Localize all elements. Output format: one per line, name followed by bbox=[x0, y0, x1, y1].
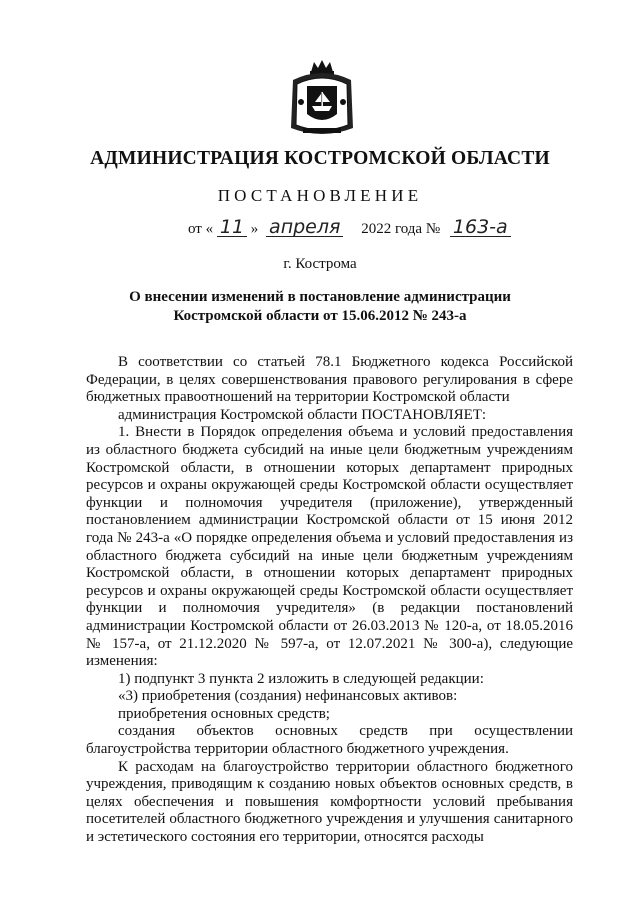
organization-title: АДМИНИСТРАЦИЯ КОСТРОМСКОЙ ОБЛАСТИ bbox=[90, 148, 550, 169]
paragraph-quote-start: «3) приобретения (создания) нефинансовых активов: bbox=[118, 688, 458, 705]
paragraph-preamble: В соответствии со статьей 78.1 Бюджетного кодекса Российской Федерации, в целях совершенствования правового регулирования в сфере бюджетных правоотношений на территории Костромской области bbox=[86, 354, 573, 406]
paragraph-item-1: 1. Внести в Порядок определения объема и условий предоставления из областного бюджета субсидий на иные цели бюджетным учреждениям Костромской области, в отношении которых департамент природных ресурсов и охраны окружающей среды Костромской области осуществляет функции и полномочия учредителя (приложение), утвержденный постановлением администрации Костромской области от 15 июня 2012 года № 243-а «О порядке определения объема и условий предоставления из областного бюджета субсидий на иные цели бюджетным учреждениям Костромской области, в отношении которых департамент природных ресурсов и охраны окружающей среды Костромской области осуществляет функции и полномочия учредителя» (в редакции постановлений администрации Костромской области от 26.03.2013 № 120-а, от 18.05.2016 № 157-а, от 21.12.2020 № 597-а, от 12.07.2021 № 300-а), следующие изменения: bbox=[86, 424, 573, 670]
document-heading bbox=[100, 288, 540, 326]
coat-of-arms-emblem bbox=[285, 58, 359, 142]
document-type: ПОСТАНОВЛЕНИЕ bbox=[217, 186, 423, 205]
date-year: 2022 года № bbox=[361, 221, 441, 237]
handwritten-day: 11 bbox=[217, 218, 247, 237]
heading-line-1: О внесении изменений в постановление администрации bbox=[129, 289, 511, 305]
date-mid: » bbox=[250, 221, 259, 237]
handwritten-month: апреля bbox=[266, 218, 343, 237]
document-body bbox=[86, 354, 573, 847]
paragraph-expenses: К расходам на благоустройство территории областного бюджетного учреждения, приводящим к созданию новых объектов основных средств, в целях обеспечения и повышения комфортности условий пребывания посетителей областного бюджетного учреждения и улучшения санитарного и эстетического состояния его территории, относятся расходы bbox=[86, 758, 573, 846]
heading-line-2: Костромской области от 15.06.2012 № 243-а bbox=[173, 308, 467, 324]
date-prefix: от « bbox=[188, 221, 214, 237]
paragraph-resolves: администрация Костромской области ПОСТАНОВЛЯЕТ: bbox=[118, 406, 487, 423]
paragraph-acquisition: приобретения основных средств; bbox=[118, 705, 330, 722]
paragraph-creation: создания объектов основных средств при осуществлении благоустройства территории областного бюджетного учреждения. bbox=[86, 723, 573, 758]
handwritten-doc-number: 163-а bbox=[450, 218, 511, 237]
city-line: г. Кострома bbox=[283, 256, 357, 272]
paragraph-subitem: 1) подпункт 3 пункта 2 изложить в следующей редакции: bbox=[118, 670, 484, 687]
date-number-line bbox=[188, 218, 511, 238]
